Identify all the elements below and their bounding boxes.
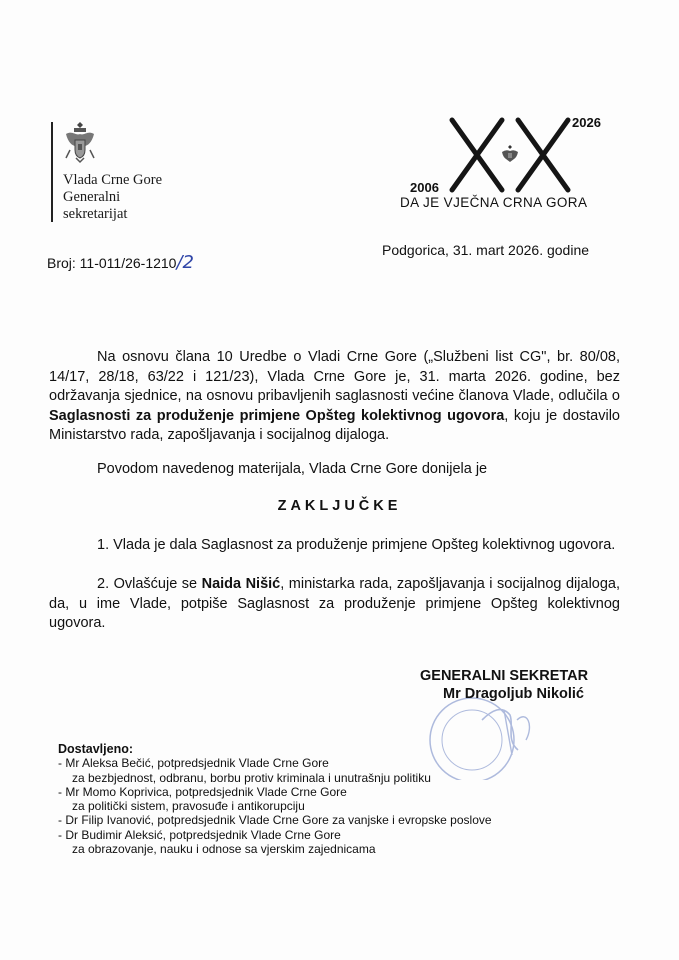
- item2-text-b: , ministarka rada, zapošljavanja i socijalnog dijaloga, da, u ime Vlade, potpiše Saglasnost za produženje primjene Opšteg kolektivnog ugovora.: [49, 576, 621, 631]
- distribution-line: za politički sistem, pravosuđe i antikorupciju: [72, 799, 305, 814]
- intro-text-b: , koju je dostavilo Ministarstvo rada, zapošljavanja i socijalnog dijaloga.: [49, 407, 620, 443]
- intro-paragraph: [49, 348, 620, 446]
- distribution-line: - Mr Aleksa Bečić, potpredsjednik Vlade Crne Gore: [58, 756, 329, 771]
- place-date: Podgorica, 31. mart 2026. godine: [382, 242, 590, 258]
- issuer-name: [63, 172, 162, 223]
- distribution-list: [58, 742, 492, 856]
- intro-bold-subject: Saglasnosti za produženje primjene Opšteg kolektivnog ugovora: [49, 407, 505, 424]
- distribution-line: - Dr Filip Ivanović, potpredsjednik Vlade Crne Gore za vanjske i evropske poslove: [58, 813, 492, 828]
- decision-intro: Povodom navedenog materijala, Vlada Crne Gore donijela je: [97, 461, 488, 477]
- signatory-name: Mr Dragoljub Nikolić: [443, 686, 584, 702]
- logo-year-2006: 2006: [410, 180, 439, 195]
- conclusion-item-2: [49, 575, 620, 634]
- intro-text-a: Na osnovu člana 10 Uredbe o Vladi Crne Gore („Službeni list CG", br. 80/08, 14/17, 28/18, 63/22 i 121/23), Vlada Crne Gore je, 31. marta 2026. godine, bez održavanja sjednice, na osnovu pribavljenih saglasnosti većine članova Vlade, odlučila o: [49, 349, 620, 404]
- coat-of-arms-icon: [62, 120, 98, 164]
- reference-number: [47, 252, 194, 273]
- distribution-label: Dostavljeno:: [58, 742, 134, 756]
- header-divider: [51, 122, 53, 222]
- conclusion-item-1: 1. Vlada je dala Saglasnost za produženje primjene Opšteg kolektivnog ugovora.: [97, 537, 616, 553]
- issuer-line-3: sekretarijat: [63, 206, 128, 222]
- logo-motto: DA JE VJEČNA CRNA GORA: [400, 195, 588, 210]
- distribution-line: - Mr Momo Koprivica, potpredsjednik Vlade Crne Gore: [58, 784, 347, 799]
- reference-number-text: Broj: 11-011/26-1210: [47, 255, 177, 271]
- item2-text-a: 2. Ovlašćuje se: [97, 576, 202, 592]
- issuer-line-1: Vlada Crne Gore: [63, 172, 163, 188]
- issuer-line-2: Generalni: [63, 189, 121, 205]
- distribution-line: - Dr Budimir Aleksić, potpredsjednik Vlade Crne Gore: [58, 827, 341, 842]
- logo-year-2026: 2026: [572, 115, 601, 130]
- handwritten-suffix: /2: [176, 252, 194, 273]
- signature-block: [420, 667, 588, 703]
- item2-bold-name: Naida Nišić: [201, 576, 281, 592]
- signatory-title: GENERALNI SEKRETAR: [420, 668, 589, 684]
- distribution-line: za obrazovanje, nauku i odnose sa vjerskim zajednicama: [72, 842, 376, 857]
- conclusions-heading: ZAKLJUČKE: [277, 498, 402, 514]
- distribution-line: za bezbjednost, odbranu, borbu protiv kriminala i unutrašnju politiku: [72, 770, 431, 785]
